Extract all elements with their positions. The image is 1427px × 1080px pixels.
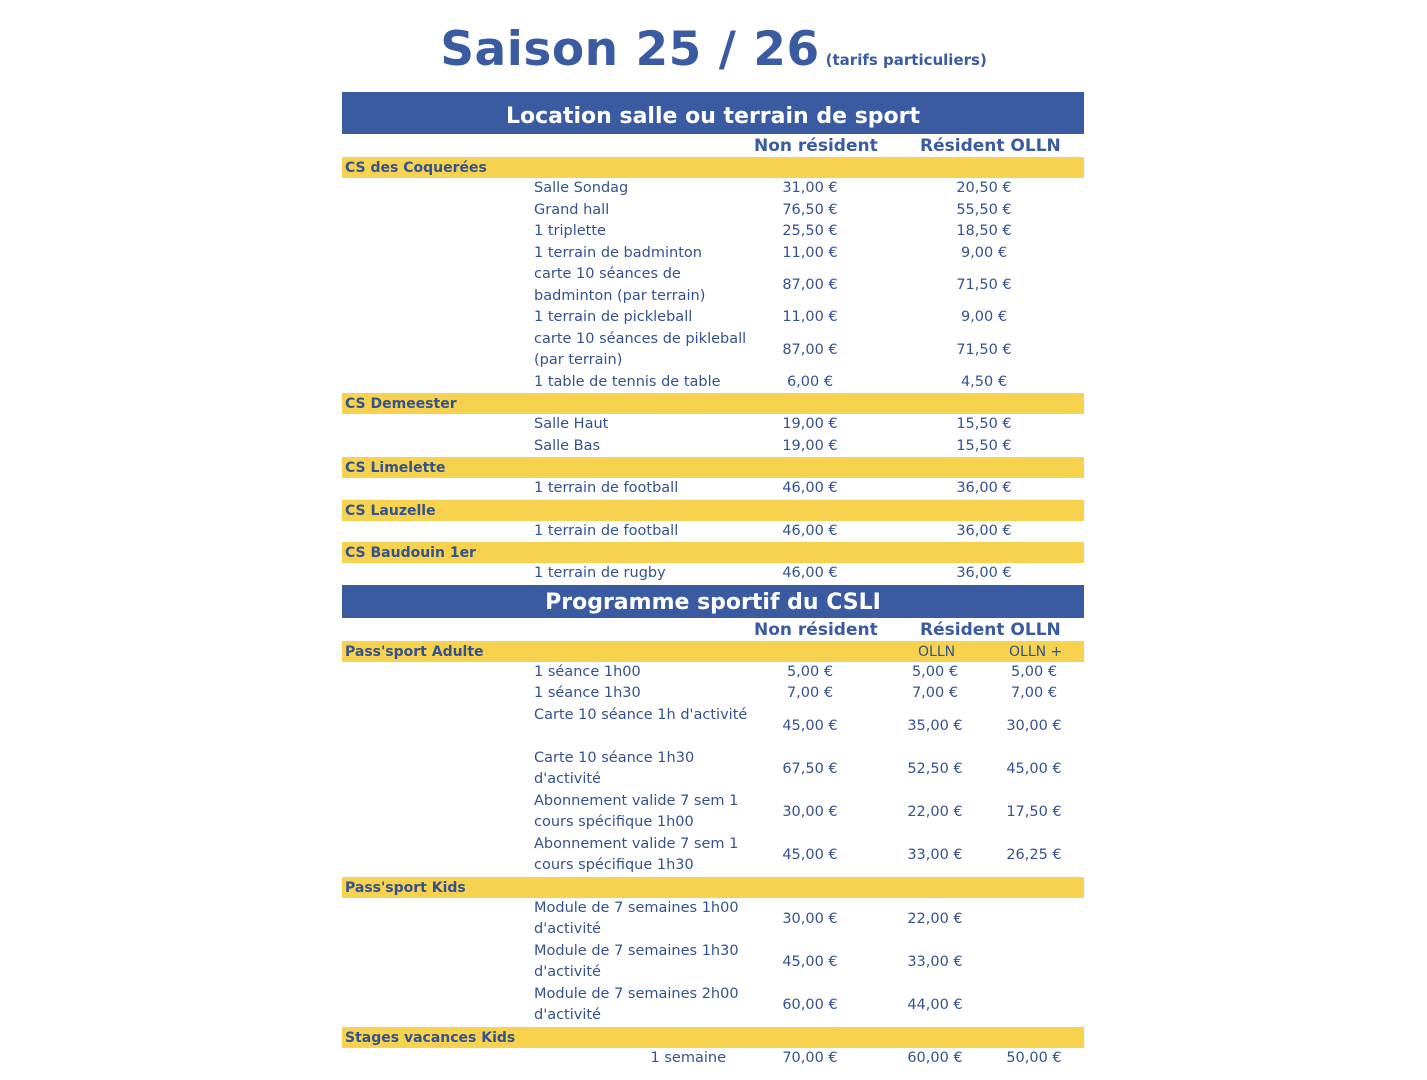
row-label: carte 10 séances de pikleball (par terrain) bbox=[534, 330, 747, 368]
price-non-resident: 46,00 € bbox=[782, 522, 838, 539]
subcolumn-olln-plus: OLLN + bbox=[1009, 643, 1063, 660]
page-title bbox=[0, 22, 1427, 77]
price-olln-plus: 45,00 € bbox=[1006, 760, 1062, 777]
column-resident: Résident OLLN bbox=[920, 619, 1061, 640]
row-label: Module de 7 semaines 2h00 d'activité bbox=[534, 985, 739, 1023]
section-header: CS Lauzelle bbox=[342, 500, 1084, 521]
section-header: Stages vacances Kids bbox=[342, 1027, 1084, 1048]
table-row bbox=[342, 372, 1084, 394]
row-label: Grand hall bbox=[534, 201, 610, 218]
price-olln-plus: 50,00 € bbox=[1006, 1049, 1062, 1066]
price-olln: 5,00 € bbox=[911, 663, 959, 680]
price-resident: 71,50 € bbox=[956, 277, 1012, 293]
location-column-headers bbox=[342, 134, 1084, 157]
location-heading: Location salle ou terrain de sport bbox=[342, 92, 1084, 134]
table-row bbox=[342, 178, 1084, 200]
price-non-resident: 87,00 € bbox=[782, 277, 838, 293]
price-resident: 18,50 € bbox=[956, 223, 1012, 239]
row-label: carte 10 séances de badminton (par terrain) bbox=[534, 266, 706, 304]
price-non-resident: 70,00 € bbox=[782, 1049, 838, 1066]
row-label: Carte 10 séance 1h30 d'activité bbox=[534, 749, 695, 787]
price-non-resident: 6,00 € bbox=[786, 373, 834, 390]
price-non-resident: 45,00 € bbox=[782, 717, 838, 734]
table-row bbox=[342, 243, 1084, 265]
row-label: 1 séance 1h30 bbox=[534, 685, 641, 701]
row-label: 1 séance 1h00 bbox=[534, 663, 641, 680]
price-resident: 9,00 € bbox=[960, 244, 1008, 261]
price-non-resident: 25,50 € bbox=[782, 223, 838, 239]
price-olln-plus: 17,50 € bbox=[1006, 803, 1062, 820]
section-header: Pass'sport Kids bbox=[342, 877, 1084, 898]
programme-column-headers bbox=[342, 618, 1084, 641]
price-olln: 60,00 € bbox=[907, 1049, 963, 1066]
price-olln: 44,00 € bbox=[907, 996, 963, 1013]
price-olln: 22,00 € bbox=[907, 910, 963, 927]
price-non-resident: 46,00 € bbox=[782, 480, 838, 496]
table-row bbox=[342, 414, 1084, 436]
table-row bbox=[342, 748, 1084, 791]
table-row bbox=[342, 563, 1084, 585]
price-olln: 52,50 € bbox=[907, 760, 963, 777]
row-label: 1 triplette bbox=[534, 223, 606, 239]
price-resident: 15,50 € bbox=[956, 416, 1012, 432]
table-row bbox=[342, 791, 1084, 834]
column-non-resident: Non résident bbox=[754, 136, 878, 156]
table-row bbox=[342, 683, 1084, 705]
row-label: 1 table de tennis de table bbox=[534, 373, 721, 390]
price-olln: 33,00 € bbox=[907, 846, 963, 863]
table-row bbox=[342, 200, 1084, 222]
price-resident: 36,00 € bbox=[956, 522, 1012, 539]
table-row bbox=[342, 221, 1084, 243]
row-label: 1 terrain de football bbox=[534, 522, 679, 539]
price-non-resident: 11,00 € bbox=[782, 244, 838, 261]
price-non-resident: 31,00 € bbox=[782, 180, 838, 196]
section-header: CS des Coquerées bbox=[342, 157, 1084, 178]
price-non-resident: 19,00 € bbox=[782, 416, 838, 432]
table-row bbox=[342, 834, 1084, 877]
row-label: Carte 10 séance 1h d'activité bbox=[534, 706, 748, 723]
table-row bbox=[342, 662, 1084, 684]
price-resident: 71,50 € bbox=[956, 341, 1012, 358]
column-resident: Résident OLLN bbox=[920, 136, 1061, 156]
row-label: 1 terrain de football bbox=[534, 480, 679, 496]
price-non-resident: 46,00 € bbox=[782, 565, 838, 581]
table-row bbox=[342, 329, 1084, 372]
price-non-resident: 7,00 € bbox=[786, 685, 834, 701]
row-label: 1 terrain de badminton bbox=[534, 244, 702, 261]
price-olln: 35,00 € bbox=[907, 717, 963, 734]
programme-heading: Programme sportif du CSLI bbox=[342, 585, 1084, 618]
subcolumn-olln: OLLN bbox=[918, 643, 956, 660]
price-non-resident: 45,00 € bbox=[782, 846, 838, 863]
row-label: Module de 7 semaines 1h30 d'activité bbox=[534, 942, 739, 980]
price-resident: 20,50 € bbox=[956, 180, 1012, 196]
season-note: (tarifs particuliers) bbox=[825, 51, 987, 69]
row-label: 1 semaine bbox=[650, 1049, 726, 1066]
row-label: Module de 7 semaines 1h00 d'activité bbox=[534, 899, 739, 937]
price-olln: 22,00 € bbox=[907, 803, 963, 820]
price-olln-plus: 30,00 € bbox=[1006, 717, 1062, 734]
price-olln-plus: 26,25 € bbox=[1006, 846, 1062, 863]
price-resident: 36,00 € bbox=[956, 480, 1012, 496]
price-resident: 15,50 € bbox=[956, 437, 1012, 454]
row-label: Salle Bas bbox=[534, 437, 601, 454]
section-header: CS Limelette bbox=[342, 457, 1084, 478]
price-non-resident: 67,50 € bbox=[782, 760, 838, 777]
price-non-resident: 5,00 € bbox=[786, 663, 834, 680]
price-olln-plus: 5,00 € bbox=[1010, 663, 1058, 680]
price-non-resident: 19,00 € bbox=[782, 437, 838, 454]
price-non-resident: 30,00 € bbox=[782, 803, 838, 820]
programme-table bbox=[342, 641, 1084, 1070]
section-header: CS Demeester bbox=[342, 393, 1084, 414]
table-row bbox=[342, 705, 1084, 748]
row-label: Abonnement valide 7 sem 1 cours spécifique 1h00 bbox=[534, 792, 739, 830]
row-label: Salle Sondag bbox=[534, 180, 629, 196]
price-non-resident: 87,00 € bbox=[782, 341, 838, 358]
price-non-resident: 11,00 € bbox=[782, 309, 838, 325]
price-resident: 55,50 € bbox=[956, 201, 1012, 218]
price-sheet bbox=[342, 92, 1084, 1069]
price-olln: 7,00 € bbox=[911, 685, 959, 701]
price-resident: 9,00 € bbox=[960, 309, 1008, 325]
row-label: Salle Haut bbox=[534, 416, 609, 432]
row-label: Abonnement valide 7 sem 1 cours spécifique 1h30 bbox=[534, 835, 739, 873]
table-row bbox=[342, 307, 1084, 329]
table-row bbox=[342, 521, 1084, 543]
price-non-resident: 30,00 € bbox=[782, 910, 838, 927]
price-olln-plus: 7,00 € bbox=[1010, 685, 1058, 701]
price-resident: 36,00 € bbox=[956, 565, 1012, 581]
section-header: Pass'sport Adulte OLLN OLLN + bbox=[342, 641, 1084, 662]
column-non-resident: Non résident bbox=[754, 619, 878, 640]
price-non-resident: 60,00 € bbox=[782, 996, 838, 1013]
table-row bbox=[342, 264, 1084, 307]
season-title: Saison 25 / 26 bbox=[440, 22, 820, 77]
table-row bbox=[342, 478, 1084, 500]
price-non-resident: 76,50 € bbox=[782, 201, 838, 218]
location-table bbox=[342, 157, 1084, 585]
section-header: CS Baudouin 1er bbox=[342, 542, 1084, 563]
row-label: 1 terrain de rugby bbox=[534, 565, 666, 581]
table-row bbox=[342, 941, 1084, 984]
table-row bbox=[342, 436, 1084, 458]
price-olln: 33,00 € bbox=[907, 953, 963, 970]
table-row bbox=[342, 984, 1084, 1027]
price-non-resident: 45,00 € bbox=[782, 953, 838, 970]
row-label: 1 terrain de pickleball bbox=[534, 309, 693, 325]
price-resident: 4,50 € bbox=[960, 373, 1008, 390]
table-row bbox=[342, 1048, 1084, 1070]
table-row bbox=[342, 898, 1084, 941]
